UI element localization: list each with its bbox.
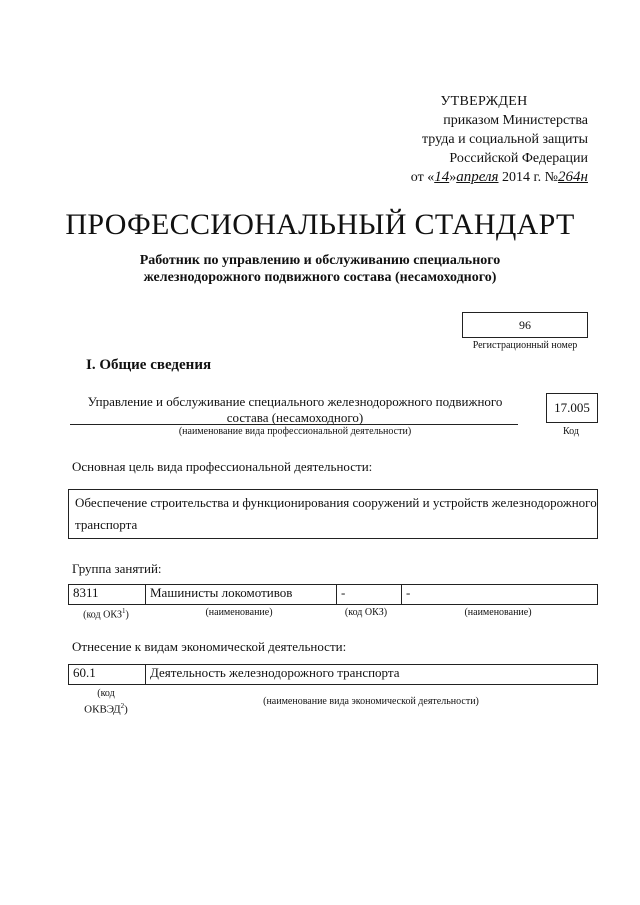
okved-code-cell: 60.1 bbox=[69, 665, 146, 685]
approval-date bbox=[328, 168, 588, 187]
footnote-mark: 2 bbox=[120, 702, 125, 710]
okz-code-caption-2: (код ОКЗ) bbox=[344, 607, 388, 618]
purpose-label: Основная цель вида профессиональной деятельности: bbox=[72, 459, 373, 474]
activity-underline bbox=[70, 424, 518, 425]
occupation-name-cell-2: - bbox=[402, 585, 598, 605]
approval-block bbox=[328, 92, 588, 187]
date-prefix: от « bbox=[410, 170, 435, 185]
occupation-group-label: Группа занятий: bbox=[72, 561, 162, 576]
okz-code-cell-2: - bbox=[337, 585, 402, 605]
okz-code-cell: 8311 bbox=[69, 585, 146, 605]
date-day: 14 bbox=[434, 169, 450, 185]
order-number: 264н bbox=[558, 169, 588, 185]
occupation-name-cell: Машинисты локомотивов bbox=[146, 585, 337, 605]
purpose-box: Обеспечение строительства и функционирования сооружений и устройств железнодорожного транспорта bbox=[68, 489, 598, 539]
approval-line: Российской Федерации bbox=[449, 151, 588, 166]
activity-name-line: Управление и обслуживание специального железнодорожного подвижного bbox=[87, 394, 503, 409]
economic-activity-caption: (наименование вида экономической деятельности) bbox=[263, 696, 479, 707]
activity-code-label: Код bbox=[563, 426, 579, 437]
date-month: апреля bbox=[456, 169, 499, 185]
table-row bbox=[69, 665, 598, 685]
caption-text-part: ОКВЭД bbox=[84, 703, 121, 716]
okz-code-caption: (код ОКЗ$^1$) bbox=[83, 607, 129, 621]
caption-text: ОКВЭД$^2$) bbox=[84, 702, 128, 716]
registration-number-box: 96 bbox=[462, 312, 588, 338]
section-title: I. Общие сведения bbox=[86, 357, 212, 373]
table-row bbox=[69, 585, 598, 605]
activity-code-box: 17.005 bbox=[546, 393, 598, 423]
approval-heading: УТВЕРЖДЕН bbox=[440, 94, 528, 109]
approval-line: труда и социальной защиты bbox=[422, 132, 588, 147]
economic-activity-label: Отнесение к видам экономической деятельности: bbox=[72, 639, 347, 654]
caption-text: (код ОКЗ bbox=[83, 609, 123, 621]
economic-activity-name-cell: Деятельность железнодорожного транспорта bbox=[146, 665, 598, 685]
subtitle-line: железнодорожного подвижного состава (несамоходного) bbox=[143, 270, 497, 285]
date-year: 2014 г. № bbox=[498, 170, 559, 185]
caption-text: (код bbox=[97, 688, 115, 699]
date-mid: » bbox=[449, 170, 457, 185]
occupation-name-caption: (наименование) bbox=[205, 607, 273, 618]
page-subtitle bbox=[0, 252, 640, 286]
economic-activity-table bbox=[68, 664, 598, 685]
okved-code-caption bbox=[68, 688, 144, 716]
subtitle-line: Работник по управлению и обслуживанию специального bbox=[139, 253, 501, 268]
occupation-group-table bbox=[68, 584, 598, 605]
occupation-name-caption-2: (наименование) bbox=[464, 607, 532, 618]
activity-caption: (наименование вида профессиональной деятельности) bbox=[178, 426, 412, 437]
approval-line: приказом Министерства bbox=[443, 113, 588, 128]
activity-name bbox=[70, 394, 520, 426]
registration-number-label: Регистрационный номер bbox=[472, 340, 578, 351]
activity-name-line: состава (несамоходного) bbox=[226, 410, 364, 425]
footnote-mark: 1 bbox=[122, 607, 126, 615]
page-title: ПРОФЕССИОНАЛЬНЫЙ СТАНДАРТ bbox=[65, 208, 575, 241]
